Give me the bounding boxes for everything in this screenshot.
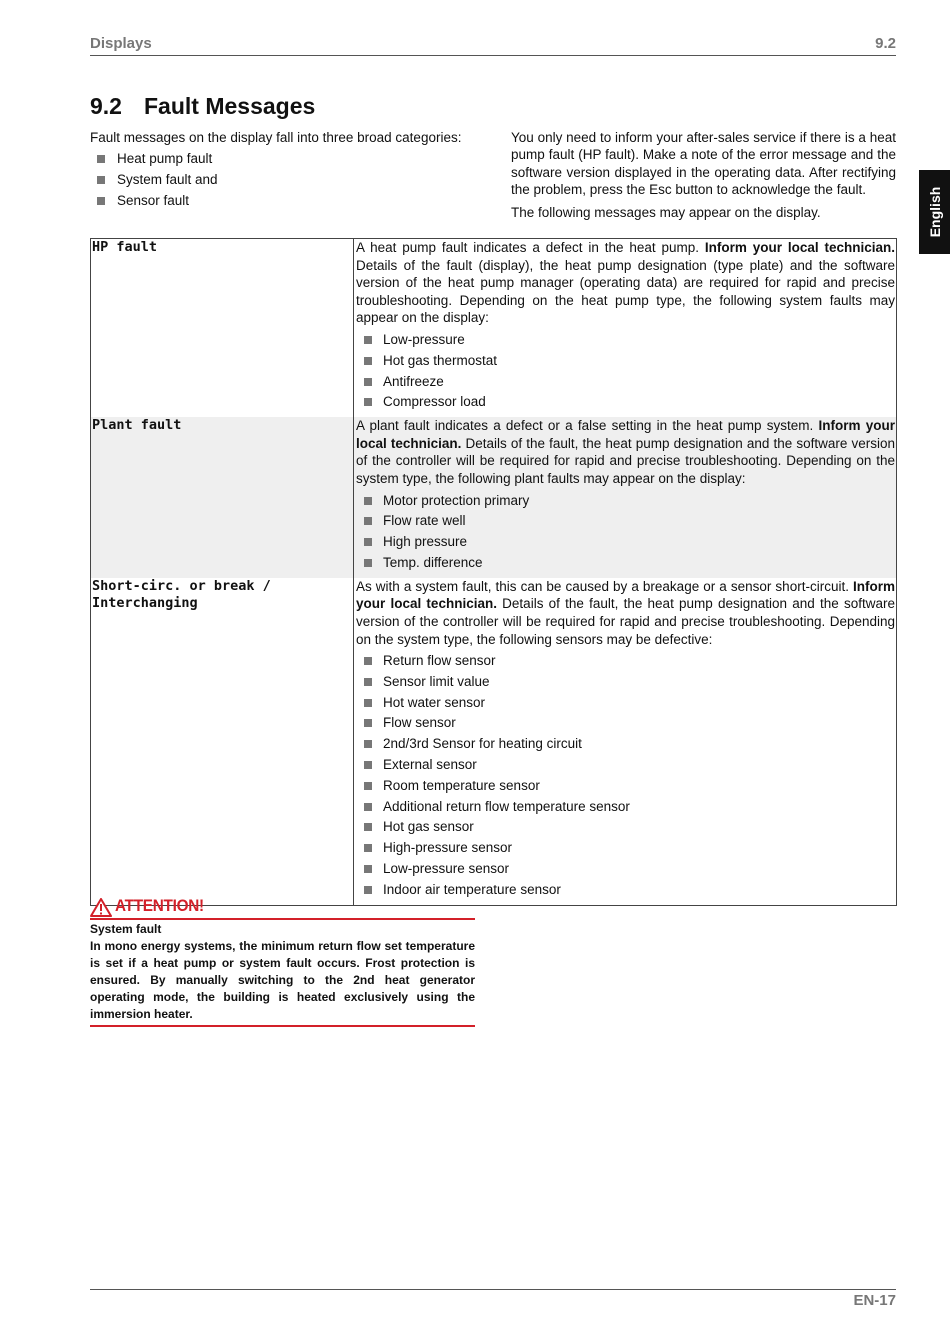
square-bullet-icon [364,538,372,546]
list-item [356,713,895,734]
fault-description [354,578,897,905]
fault-description [354,417,897,578]
attention-subtitle: System fault [90,922,162,936]
intro-right-p2: The following messages may appear on the display. [511,205,821,221]
intro-right-p1: You only need to inform your after-sales service if there is a heat pump fault (HP fault). Make a note of the error message and the software version displayed in the operating data. After rectifying the problem, press the Esc button to acknowledge the fault. [511,130,896,197]
fault-description [354,239,897,418]
fault-code: Short-circ. or break / Interchanging [91,578,354,905]
list-item-label: Motor protection primary [383,492,530,508]
square-bullet-icon [364,357,372,365]
list-item-label: Return flow sensor [383,653,496,669]
fault-code: Plant fault [91,417,354,578]
header-number: 9.2 [875,35,896,52]
language-tab-label: English [926,186,943,238]
list-item [356,651,895,672]
list-item [356,859,895,880]
list-item-label: Sensor limit value [383,673,490,689]
square-bullet-icon [364,886,372,894]
section-heading [90,93,315,120]
square-bullet-icon [364,398,372,406]
page-number: EN-17 [853,1292,896,1309]
square-bullet-icon [364,678,372,686]
square-bullet-icon [364,865,372,873]
list-item-label: Flow sensor [383,715,456,731]
fault-description-text: Details of the fault, the heat pump designation and the software version of the controller will be required for rapid and precise troubleshooting. Depending on the system type, the following sensors may be defective: [356,596,896,647]
square-bullet-icon [364,517,372,525]
attention-title: ATTENTION! [115,896,204,915]
fault-instruction: Inform your local technician. [704,240,895,255]
intro-left-text: Fault messages on the display fall into three broad categories: [90,130,462,145]
warning-triangle-icon [90,898,112,917]
list-item [356,797,895,818]
fault-code: HP fault [91,239,354,418]
list-item-label: Low-pressure sensor [383,861,510,877]
square-bullet-icon [364,740,372,748]
square-bullet-icon [364,699,372,707]
list-item [356,734,895,755]
square-bullet-icon [364,803,372,811]
square-bullet-icon [364,782,372,790]
list-item-label: Hot gas thermostat [383,352,498,368]
list-item-label: Additional return flow temperature sensor [383,798,630,814]
list-item [90,149,485,170]
intro-left [90,129,485,212]
square-bullet-icon [364,336,372,344]
square-bullet-icon [364,823,372,831]
fault-description-text: Details of the fault (display), the heat pump designation (type plate) and the software version of the heat pump manager (operating data) are required for rapid and precise troubleshooting. Depending on the heat pump type, the following system faults may appear on the display: [356,257,895,326]
fault-description-text: A heat pump fault indicates a defect in the heat pump. [356,240,705,255]
list-item-label: Indoor air temperature sensor [383,881,561,897]
list-item-label: Sensor fault [117,192,190,208]
square-bullet-icon [97,155,105,163]
attention-box [90,898,475,1027]
section-number: 9.2 [90,93,122,119]
fault-item-list [356,330,895,413]
list-item [356,672,895,693]
page-footer [90,1289,896,1314]
list-item [356,372,895,393]
list-item-label: Temp. difference [383,554,483,570]
list-item-label: High pressure [383,534,468,550]
list-item [356,351,895,372]
list-item-label: 2nd/3rd Sensor for heating circuit [383,736,582,752]
fault-instruction: Inform your local technician. [356,418,895,451]
fault-description-text: A plant fault indicates a defect or a false setting in the heat pump system. [356,418,819,434]
header-section: Displays [90,35,152,52]
list-item [356,330,895,351]
fault-item-list [356,491,895,574]
list-item [356,817,895,838]
attention-header [90,898,475,920]
list-item-label: Antifreeze [383,373,444,389]
list-item [356,755,895,776]
list-item [356,838,895,859]
fault-description-text: As with a system fault, this can be caused by a breakage or a sensor short-circuit. [356,578,853,594]
list-item [356,693,895,714]
fault-row [91,417,897,578]
section-title: Fault Messages [144,93,316,119]
list-item-label: Room temperature sensor [383,777,540,793]
fault-row [91,578,897,905]
square-bullet-icon [364,844,372,852]
attention-text: In mono energy systems, the minimum return flow set temperature is set if a heat pump or system fault occurs. Frost protection is ensured. By manually switching to the 2nd heat generator operating mode, the building is heated exclusively using the immersion heater. [90,939,475,1021]
square-bullet-icon [364,559,372,567]
list-item-label: Compressor load [383,394,486,410]
language-tab [919,170,950,254]
list-item [356,392,895,413]
list-item-label: Hot gas sensor [383,819,474,835]
list-item-label: Low-pressure [383,331,465,347]
list-item-label: Flow rate well [383,513,466,529]
list-item [90,170,485,191]
list-item [356,511,895,532]
list-item [356,553,895,574]
fault-instruction: Inform your local technician. [356,578,895,612]
page-header [90,33,896,56]
square-bullet-icon [97,176,105,184]
attention-body [90,920,475,1027]
square-bullet-icon [364,761,372,769]
list-item-label: External sensor [383,757,477,773]
square-bullet-icon [364,719,372,727]
fault-item-list [356,651,895,901]
square-bullet-icon [364,497,372,505]
list-item-label: High-pressure sensor [383,840,513,856]
list-item-label: System fault and [117,172,218,188]
list-item [356,532,895,553]
list-item-label: Heat pump fault [117,151,213,167]
square-bullet-icon [364,378,372,386]
fault-table [90,238,897,906]
list-item [356,776,895,797]
list-item [356,491,895,512]
intro-right [511,129,896,221]
fault-row [91,239,897,418]
list-item [90,191,485,212]
square-bullet-icon [364,657,372,665]
list-item-label: Hot water sensor [383,694,486,710]
category-list [90,149,485,211]
square-bullet-icon [97,197,105,205]
fault-description-text: Details of the fault, the heat pump designation and the software version of the controller will be required for rapid and precise troubleshooting. Depending on the system type, the following plant faults may appear on the display: [356,435,895,486]
